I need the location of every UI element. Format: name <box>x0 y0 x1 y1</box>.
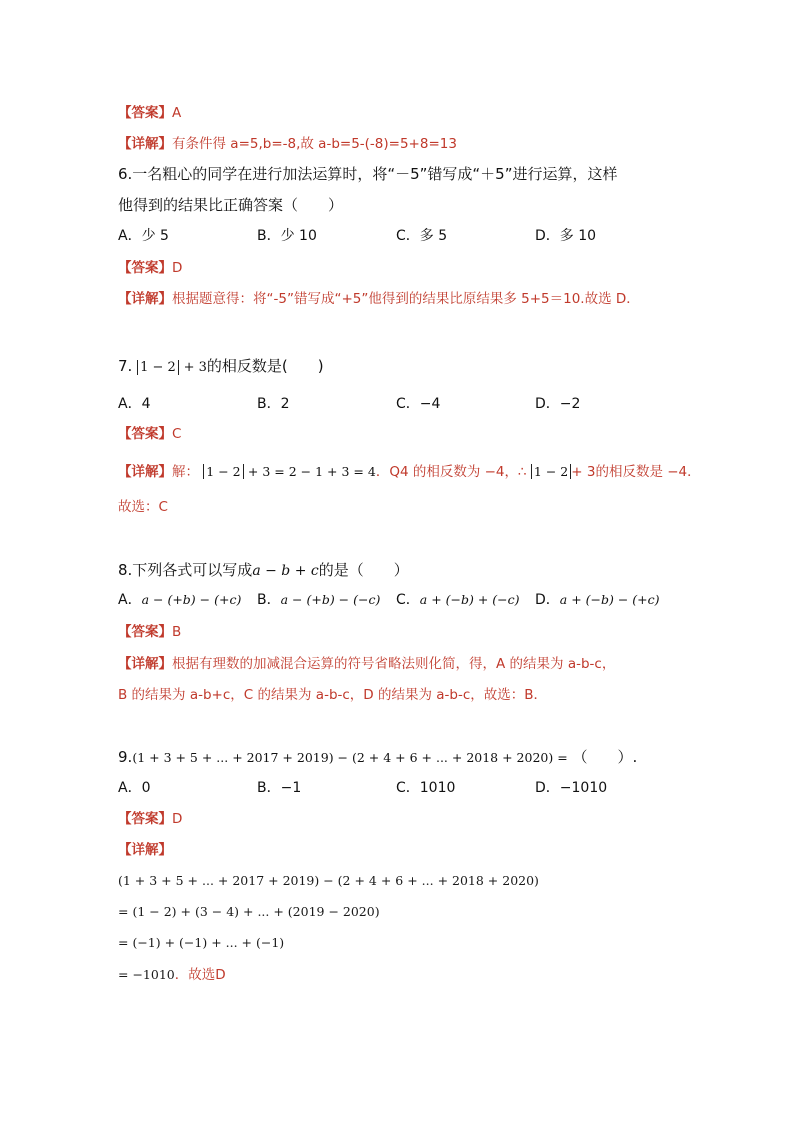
q9-stem-expression: (1 + 3 + 5 + ... + 2017 + 2019) − (2 + 4 + 6 + ... + 2018 + 2020) = <box>132 750 568 765</box>
q7-conclusion: 故选：C <box>118 499 168 515</box>
option-d: D．−2 <box>535 396 581 412</box>
option-b: B．a − (+b) − (−c) <box>257 592 381 608</box>
q6-stem-line2: 他得到的结果比正确答案（ ） <box>118 196 344 214</box>
abs-expression: 1 − 2 <box>137 360 179 375</box>
q9-number: 9. <box>118 748 133 766</box>
q9-options <box>118 778 678 798</box>
q8-answer <box>118 622 181 642</box>
option-b: B．−1 <box>257 780 302 796</box>
q8-detail-line2: B 的结果为 a-b+c，C 的结果为 a-b-c，D 的结果为 a-b-c，故选：B． <box>118 687 548 703</box>
q6-stem-line1: 6.一名粗心的同学在进行加法运算时，将“－5”错写成“＋5”进行运算，这样 <box>118 165 618 183</box>
detail-part1: 解： <box>172 464 199 480</box>
q5-detail <box>118 134 457 154</box>
q7-stem-suffix: 的相反数是( ) <box>206 357 324 375</box>
option-c: C．多 5 <box>396 228 448 244</box>
option-d: D．多 10 <box>535 228 597 244</box>
q8-options <box>118 590 678 610</box>
q8-detail-line1 <box>118 654 615 674</box>
detail-label: 【详解】 <box>118 656 172 672</box>
option-c: C．1010 <box>396 780 456 796</box>
detail-label: 【详解】 <box>118 842 172 858</box>
q9-stem <box>118 747 637 768</box>
q9-step-3: = (−1) + (−1) + ... + (−1) <box>118 935 285 950</box>
q7-options <box>118 394 678 414</box>
q7-stem <box>118 356 324 378</box>
detail-text: 有条件得 a=5,b=-8,故 a-b=5-(-8)=5+8=13 <box>172 136 457 152</box>
detail-label: 【详解】 <box>118 136 172 152</box>
option-a: A．4 <box>118 396 151 412</box>
q7-detail <box>118 462 701 482</box>
option-a: A．0 <box>118 780 151 796</box>
q6-answer <box>118 258 182 278</box>
option-a: A．a − (+b) − (+c) <box>118 592 242 608</box>
q6-options <box>118 226 678 246</box>
q5-answer <box>118 103 181 123</box>
q8-stem-prefix: 8.下列各式可以写成 <box>118 561 253 579</box>
q8-stem <box>118 560 409 581</box>
final-result: = −1010 <box>118 967 175 982</box>
plus-three: + 3 <box>183 360 207 375</box>
answer-value: C <box>172 426 182 442</box>
abs-expression: 1 − 2 <box>203 464 243 479</box>
detail-text: 根据题意得：将“-5”错写成“+5”他得到的结果比原结果多 5+5＝10.故选 D． <box>172 291 640 307</box>
q9-stem-suffix: （ ）. <box>572 748 638 766</box>
answer-label: 【答案】 <box>118 105 172 121</box>
option-c: C．−4 <box>396 396 441 412</box>
detail-part3: + 3的相反数是 −4． <box>571 464 701 480</box>
q9-step-2: = (1 − 2) + (3 − 4) + ... + (2019 − 2020) <box>118 904 380 919</box>
q8-stem-suffix: 的是（ ） <box>318 561 409 579</box>
q9-answer <box>118 809 182 829</box>
q7-answer <box>118 424 181 444</box>
answer-label: 【答案】 <box>118 811 172 827</box>
q9-step-1: (1 + 3 + 5 + ... + 2017 + 2019) − (2 + 4 + 6 + ... + 2018 + 2020) <box>118 873 539 888</box>
abs-expression-2: 1 − 2 <box>531 464 571 479</box>
q8-stem-expression: a − b + c <box>252 563 319 579</box>
option-d: D．a + (−b) − (+c) <box>535 592 660 608</box>
answer-value: B <box>172 624 182 640</box>
q9-step-4 <box>118 964 226 985</box>
detail-text: 根据有理数的加减混合运算的符号省略法则化简，得，A 的结果为 a-b-c， <box>172 656 616 672</box>
answer-value: D <box>172 811 183 827</box>
option-c: C．a + (−b) + (−c) <box>396 592 520 608</box>
detail-label: 【详解】 <box>118 291 172 307</box>
answer-label: 【答案】 <box>118 426 172 442</box>
q6-detail <box>118 289 640 309</box>
option-d: D．−1010 <box>535 780 608 796</box>
option-b: B．2 <box>257 396 290 412</box>
q9-detail-heading <box>118 840 172 860</box>
detail-part2: ．Q4 的相反数为 −4，∴ <box>375 464 527 480</box>
answer-value: D <box>172 260 183 276</box>
answer-label: 【答案】 <box>118 260 172 276</box>
option-a: A．少 5 <box>118 228 169 244</box>
option-b: B．少 10 <box>257 228 317 244</box>
answer-label: 【答案】 <box>118 624 172 640</box>
answer-value: A <box>172 105 182 121</box>
detail-label: 【详解】 <box>118 464 172 480</box>
final-conclusion: ．故选D <box>174 967 226 983</box>
detail-expression: + 3 = 2 − 1 + 3 = 4 <box>247 464 376 479</box>
q7-number: 7. <box>118 357 133 375</box>
